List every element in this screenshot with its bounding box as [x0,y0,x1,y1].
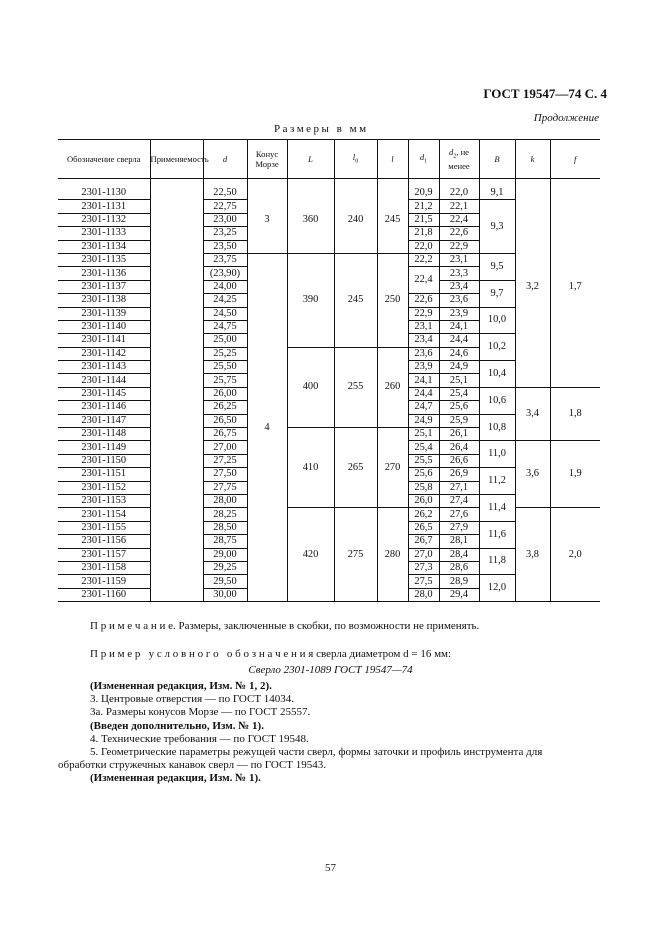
cell-d1: 23,1 [408,320,439,333]
cell-d: 27,00 [203,441,247,454]
cell-morse: 4 [247,253,287,601]
cell-B: 11,4 [479,494,515,521]
example-line [90,648,451,660]
cell-d1: 25,8 [408,481,439,494]
cell-d1: 24,9 [408,414,439,427]
cell-d2: 23,3 [439,267,479,280]
cell-L: 410 [287,428,334,508]
table-note [90,620,605,632]
cell-applicability [150,521,203,534]
cell-designation: 2301-1136 [58,267,150,280]
cell-applicability [150,414,203,427]
cell-d2: 28,1 [439,535,479,548]
cell-d2: 24,4 [439,334,479,347]
cell-designation: 2301-1158 [58,561,150,574]
cell-L: 420 [287,508,334,602]
cell-designation: 2301-1141 [58,334,150,347]
example-label: П р и м е р у с л о в н о г о о б о з н а ч е н и я [90,648,314,660]
cell-applicability [150,535,203,548]
cell-applicability [150,481,203,494]
cell-designation: 2301-1142 [58,347,150,360]
cell-applicability [150,334,203,347]
cell-designation: 2301-1132 [58,213,150,226]
cell-applicability [150,187,203,200]
cell-f: 2,0 [550,508,600,602]
cell-d2: 22,1 [439,200,479,213]
note-label: П р и м е ч а н и е. [90,620,176,632]
cell-l0: 255 [334,347,377,427]
cell-l: 260 [377,347,408,427]
cell-L: 390 [287,253,334,347]
cell-d: (23,90) [203,267,247,280]
cell-d1: 21,2 [408,200,439,213]
cell-B: 9,7 [479,280,515,307]
cell-d: 24,25 [203,294,247,307]
cell-applicability [150,267,203,280]
cell-d1: 26,0 [408,494,439,507]
cell-d1: 21,5 [408,213,439,226]
cell-l0: 275 [334,508,377,602]
cell-B: 11,2 [479,468,515,495]
cell-d2: 28,6 [439,561,479,574]
cell-designation: 2301-1135 [58,253,150,266]
doc-header: ГОСТ 19547—74 С. 4 [483,86,607,101]
cell-applicability [150,508,203,521]
cell-f: 1,9 [550,441,600,508]
cell-d2: 28,9 [439,575,479,588]
cell-applicability [150,374,203,387]
note-text: Размеры, заключенные в скобки, по возможности не применять. [178,620,480,632]
cell-designation: 2301-1140 [58,320,150,333]
cell-d2: 25,1 [439,374,479,387]
cell-B: 10,6 [479,387,515,414]
cell-d2: 26,4 [439,441,479,454]
cell-applicability [150,428,203,441]
cell-designation: 2301-1151 [58,468,150,481]
cell-k: 3,8 [515,508,550,602]
cell-applicability [150,575,203,588]
example-designation: Сверло 2301-1089 ГОСТ 19547—74 [248,664,413,676]
cell-d: 28,25 [203,508,247,521]
cell-d1: 25,6 [408,468,439,481]
dimensions-caption: Размеры в мм [274,123,369,135]
col-k: k [515,140,550,179]
cell-d2: 28,4 [439,548,479,561]
cell-d1: 22,6 [408,294,439,307]
cell-B: 10,0 [479,307,515,334]
cell-morse: 3 [247,187,287,253]
cell-d: 26,50 [203,414,247,427]
cell-d: 25,25 [203,347,247,360]
cell-d: 23,25 [203,227,247,240]
cell-d: 30,00 [203,588,247,601]
cell-d: 28,75 [203,535,247,548]
cell-B: 9,1 [479,187,515,200]
cell-d1: 26,7 [408,535,439,548]
col-d: d [203,140,247,179]
cell-designation: 2301-1159 [58,575,150,588]
cell-B: 11,6 [479,521,515,548]
cell-d1: 27,5 [408,575,439,588]
cell-L: 360 [287,187,334,253]
cell-d1: 26,5 [408,521,439,534]
example-text: сверла диаметром d = 16 мм: [316,648,452,660]
cell-designation: 2301-1144 [58,374,150,387]
cell-d2: 23,1 [439,253,479,266]
cell-applicability [150,320,203,333]
cell-designation: 2301-1160 [58,588,150,601]
cell-d: 28,00 [203,494,247,507]
cell-d2: 26,9 [439,468,479,481]
cell-d1: 28,0 [408,588,439,601]
cell-d2: 25,4 [439,387,479,400]
cell-designation: 2301-1153 [58,494,150,507]
cell-l: 270 [377,428,408,508]
cell-designation: 2301-1146 [58,401,150,414]
cell-d2: 27,6 [439,508,479,521]
col-B: B [479,140,515,179]
cell-B: 10,2 [479,334,515,361]
cell-designation: 2301-1147 [58,414,150,427]
cell-applicability [150,588,203,601]
cell-d2: 23,6 [439,294,479,307]
cell-d2: 22,0 [439,187,479,200]
cell-d1: 21,8 [408,227,439,240]
page-number: 57 [325,862,336,874]
cell-applicability [150,494,203,507]
cell-d2: 22,6 [439,227,479,240]
cell-l0: 240 [334,187,377,253]
cell-d2: 22,4 [439,213,479,226]
cell-d1: 27,3 [408,561,439,574]
cell-d: 29,00 [203,548,247,561]
cell-d2: 24,9 [439,361,479,374]
cell-designation: 2301-1130 [58,187,150,200]
cell-B: 11,8 [479,548,515,575]
cell-k: 3,2 [515,187,550,387]
cell-d: 28,50 [203,521,247,534]
col-designation: Обозначение сверла [58,140,150,179]
cell-applicability [150,227,203,240]
cell-B: 10,4 [479,361,515,388]
cell-d1: 22,9 [408,307,439,320]
cell-d: 27,75 [203,481,247,494]
cell-d1: 24,7 [408,401,439,414]
cell-d: 24,75 [203,320,247,333]
clause-edit-1: (Измененная редакция, Изм. № 1, 2). [90,680,272,692]
cell-designation: 2301-1139 [58,307,150,320]
col-d1: $d_1$ [408,140,439,179]
clause-3: 3. Центровые отверстия — по ГОСТ 14034. [90,693,295,706]
clauses [58,680,602,786]
cell-d2: 26,1 [439,428,479,441]
cell-designation: 2301-1152 [58,481,150,494]
drill-dimensions-table [58,139,600,602]
cell-l0: 265 [334,428,377,508]
cell-d2: 27,9 [439,521,479,534]
col-l0: $l_0$ [334,140,377,179]
cell-applicability [150,387,203,400]
cell-applicability [150,307,203,320]
cell-d: 29,25 [203,561,247,574]
cell-designation: 2301-1137 [58,280,150,293]
cell-d1: 25,1 [408,428,439,441]
cell-k: 3,4 [515,387,550,441]
cell-applicability [150,200,203,213]
cell-designation: 2301-1134 [58,240,150,253]
cell-d1: 27,0 [408,548,439,561]
cell-d: 22,75 [203,200,247,213]
cell-d: 25,75 [203,374,247,387]
cell-l: 250 [377,253,408,347]
cell-d: 29,50 [203,575,247,588]
cell-designation: 2301-1157 [58,548,150,561]
cell-applicability [150,468,203,481]
cell-designation: 2301-1145 [58,387,150,400]
continuation-label: Продолжение [533,112,599,124]
cell-B: 9,5 [479,253,515,280]
cell-f: 1,8 [550,387,600,441]
cell-designation: 2301-1156 [58,535,150,548]
clause-5: 5. Геометрические параметры режущей части сверл, формы заточки и профиль инструмента для [90,746,543,759]
cell-applicability [150,454,203,467]
cell-d1: 22,2 [408,253,439,266]
cell-d1: 24,4 [408,387,439,400]
clause-added: (Введен дополнительно, Изм. № 1). [90,719,264,732]
cell-applicability [150,213,203,226]
cell-applicability [150,294,203,307]
col-morse: Конус Морзе [247,140,287,179]
cell-B: 12,0 [479,575,515,602]
cell-d: 24,00 [203,280,247,293]
cell-d2: 26,6 [439,454,479,467]
cell-designation: 2301-1143 [58,361,150,374]
cell-l: 245 [377,187,408,253]
cell-B: 11,0 [479,441,515,468]
cell-designation: 2301-1154 [58,508,150,521]
cell-d2: 25,9 [439,414,479,427]
cell-d: 26,25 [203,401,247,414]
cell-d2: 25,6 [439,401,479,414]
cell-k: 3,6 [515,441,550,508]
cell-designation: 2301-1150 [58,454,150,467]
cell-applicability [150,280,203,293]
cell-d: 23,00 [203,213,247,226]
cell-d1: 24,1 [408,374,439,387]
cell-d1: 23,9 [408,361,439,374]
cell-d: 22,50 [203,187,247,200]
cell-d: 26,75 [203,428,247,441]
cell-d: 26,00 [203,387,247,400]
cell-d: 23,75 [203,253,247,266]
cell-d2: 27,4 [439,494,479,507]
cell-d1: 26,2 [408,508,439,521]
clause-edit-2: (Измененная редакция, Изм. № 1). [90,772,261,785]
cell-d1: 23,6 [408,347,439,360]
cell-d2: 24,6 [439,347,479,360]
cell-B: 10,8 [479,414,515,441]
cell-applicability [150,253,203,266]
cell-applicability [150,240,203,253]
clause-3a: 3а. Размеры конусов Морзе — по ГОСТ 25557. [90,706,311,719]
col-applicability: Применяемость [150,140,203,179]
cell-d2: 23,4 [439,280,479,293]
cell-d1: 25,4 [408,441,439,454]
cell-applicability [150,548,203,561]
cell-d: 27,50 [203,468,247,481]
cell-applicability [150,361,203,374]
cell-d2: 22,9 [439,240,479,253]
cell-f: 1,7 [550,187,600,387]
cell-B: 9,3 [479,200,515,254]
cell-L: 400 [287,347,334,427]
cell-d1: 22,4 [408,267,439,294]
cell-designation: 2301-1138 [58,294,150,307]
cell-designation: 2301-1133 [58,227,150,240]
col-L: L [287,140,334,179]
col-f: f [550,140,600,179]
cell-d2: 29,4 [439,588,479,601]
cell-applicability [150,561,203,574]
clause-5-cont: обработки стружечных канавок сверл — по ГОСТ 19543. [58,759,327,772]
cell-d: 24,50 [203,307,247,320]
cell-designation: 2301-1131 [58,200,150,213]
col-l: l [377,140,408,179]
cell-designation: 2301-1148 [58,428,150,441]
cell-d2: 27,1 [439,481,479,494]
cell-d1: 20,9 [408,187,439,200]
cell-d1: 22,0 [408,240,439,253]
cell-d: 27,25 [203,454,247,467]
cell-applicability [150,441,203,454]
cell-d2: 23,9 [439,307,479,320]
col-d2: $d_2$, не менее [439,140,479,179]
cell-d2: 24,1 [439,320,479,333]
cell-designation: 2301-1149 [58,441,150,454]
cell-d: 25,50 [203,361,247,374]
table-row [58,508,600,521]
cell-d1: 25,5 [408,454,439,467]
cell-applicability [150,347,203,360]
cell-designation: 2301-1155 [58,521,150,534]
cell-l: 280 [377,508,408,602]
cell-d1: 23,4 [408,334,439,347]
table-row [58,187,600,200]
cell-l0: 245 [334,253,377,347]
cell-d: 25,00 [203,334,247,347]
cell-applicability [150,401,203,414]
cell-d: 23,50 [203,240,247,253]
clause-4: 4. Технические требования — по ГОСТ 19548. [90,732,309,745]
